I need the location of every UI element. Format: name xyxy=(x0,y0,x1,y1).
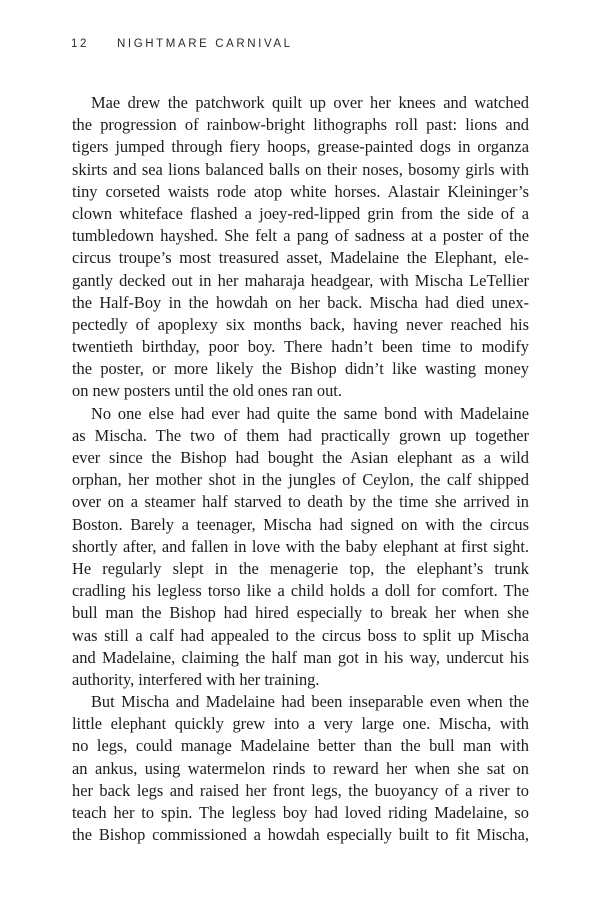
text-line: the progression of rainbow-bright lithographs roll past: lions and xyxy=(72,115,529,135)
paragraph xyxy=(72,92,529,403)
text-line: on new posters until the old ones ran out. xyxy=(72,381,342,401)
text-line: skirts and sea lions balanced balls on their noses, bosomy girls with xyxy=(72,159,529,179)
text-line: an ankus, using watermelon rinds to reward her when she sat on xyxy=(72,758,529,778)
text-line: her back legs and raised her front legs, the buoyancy of a river to xyxy=(72,780,529,800)
text-line: the Bishop commissioned a howdah especially built to fit Mischa, xyxy=(72,825,529,845)
paragraph xyxy=(72,403,529,691)
text-line: the poster, or more likely the Bishop didn’t like wasting money xyxy=(72,359,529,379)
text-line: No one else had ever had quite the same bond with Madelaine xyxy=(91,403,529,423)
text-line: He regularly slept in the menagerie top, the elephant’s trunk xyxy=(72,558,529,578)
text-line: gantly decked out in her maharaja headgear, with Mischa LeTellier xyxy=(72,270,529,290)
text-line: pectedly of apoplexy six months back, having never reached his xyxy=(72,314,529,334)
text-line: shortly after, and fallen in love with the baby elephant at first sight. xyxy=(72,536,529,556)
text-line: over on a steamer half starved to death by the time she arrived in xyxy=(72,492,529,512)
text-line: circus troupe’s most treasured asset, Madelaine the Elephant, ele- xyxy=(72,248,529,268)
text-line: and Madelaine, claiming the half man got in his way, undercut his xyxy=(72,647,529,667)
body-text xyxy=(72,92,529,846)
text-line: Mae drew the patchwork quilt up over her knees and watched xyxy=(91,93,529,112)
text-line: orphan, her mother shot in the jungles of Ceylon, the calf shipped xyxy=(72,470,529,490)
text-line: as Mischa. The two of them had practically grown up together xyxy=(72,425,529,445)
text-line: no legs, could manage Madelaine better than the bull man with xyxy=(72,736,529,756)
text-line: little elephant quickly grew into a very large one. Mischa, with xyxy=(72,714,529,734)
text-line: authority, interfered with her training. xyxy=(72,669,320,689)
text-line: Boston. Barely a teenager, Mischa had signed on with the circus xyxy=(72,514,529,534)
text-line: teach her to spin. The legless boy had loved riding Madelaine, so xyxy=(72,803,529,822)
running-title: NIGHTMARE CARNIVAL xyxy=(117,38,293,50)
paragraph xyxy=(72,691,529,846)
text-line: the Half-Boy in the howdah on her back. Mischa had died unex- xyxy=(72,292,529,312)
text-line: ever since the Bishop had bought the Asian elephant as a wild xyxy=(72,448,529,467)
page-number: 12 xyxy=(71,38,89,50)
running-header xyxy=(71,38,293,50)
text-line: cradling his legless torso like a child holds a doll for comfort. The xyxy=(72,581,529,601)
text-line: was still a calf had appealed to the circus boss to split up Mischa xyxy=(72,625,529,645)
text-line: tiny corseted waists rode atop white horses. Alastair Kleininger’s xyxy=(72,181,529,201)
text-line: tigers jumped through fiery hoops, grease-painted dogs in organza xyxy=(72,137,529,157)
text-line: clown whiteface flashed a joey-red-lipped grin from the side of a xyxy=(72,203,529,223)
text-line: twentieth birthday, poor boy. There hadn’t been time to modify xyxy=(72,337,529,357)
text-line: But Mischa and Madelaine had been inseparable even when the xyxy=(91,692,529,712)
text-line: bull man the Bishop had hired especially to break her when she xyxy=(72,603,529,623)
text-line: tumbledown hayshed. She felt a pang of sadness at a poster of the xyxy=(72,226,529,246)
